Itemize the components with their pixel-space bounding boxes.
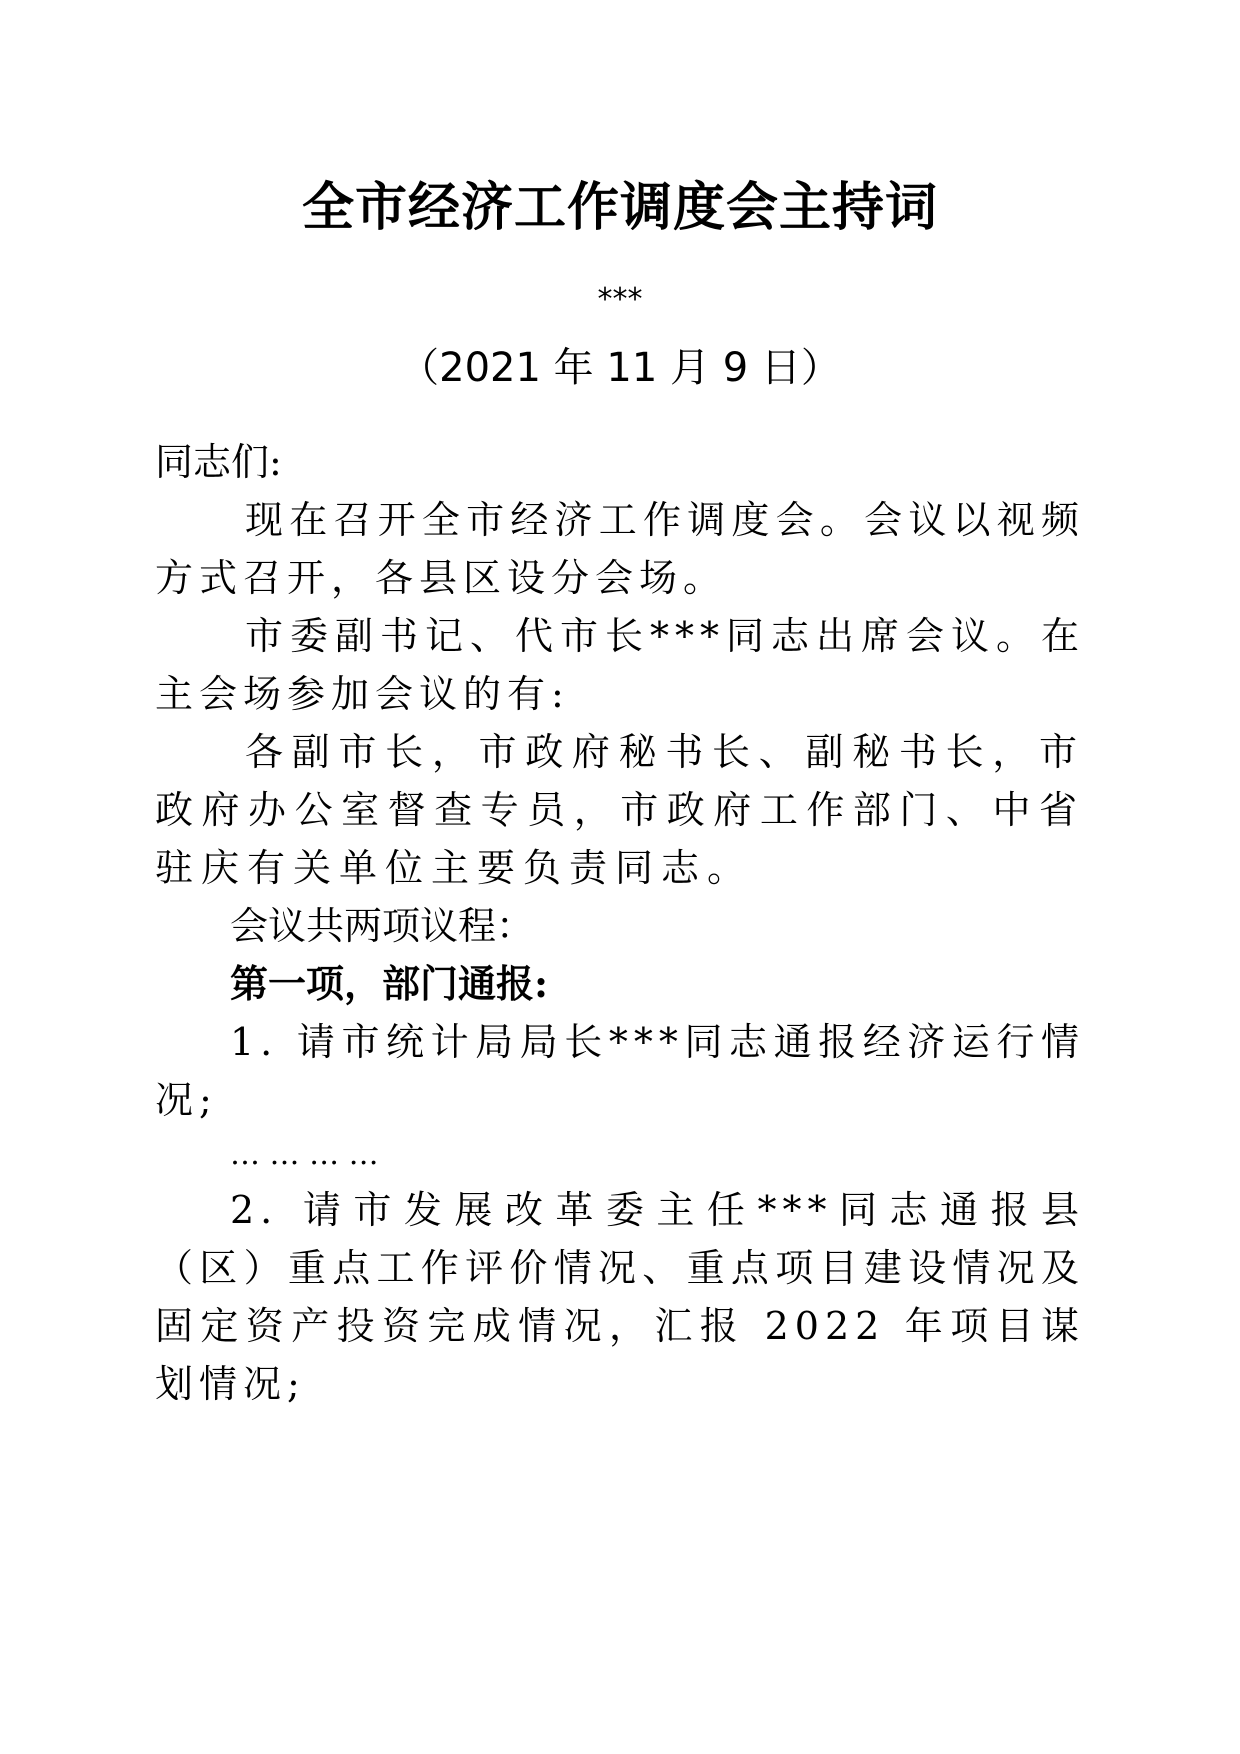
- agenda-item-1: 1. 请市统计局局长***同志通报经济运行情况;: [155, 1020, 1085, 1122]
- meeting-date: （2021 年 11 月 9 日）: [399, 345, 841, 391]
- agenda-item-2: 2. 请市发展改革委主任***同志通报县（区）重点工作评价情况、重点项目建设情况及固定资产投资完成情况，汇报 2022 年项目谋划情况;: [155, 1188, 1085, 1406]
- paragraph-attendance: 市委副书记、代市长***同志出席会议。在主会场参加会议的有:: [155, 614, 1085, 716]
- agenda-intro: 会议共两项议程：: [230, 904, 535, 948]
- section-one-heading: 第一项，部门通报:: [230, 961, 549, 1006]
- document-body: [155, 433, 1085, 1413]
- paragraph-participants: 各副市长，市政府秘书长、副秘书长，市政府办公室督查专员，市政府工作部门、中省驻庆有关单位主要负责同志。: [155, 730, 1085, 890]
- document-title: 全市经济工作调度会主持词: [301, 177, 938, 238]
- salutation: 同志们:: [155, 440, 282, 484]
- paragraph-opening: 现在召开全市经济工作调度会。会议以视频方式召开，各县区设分会场。: [155, 498, 1085, 600]
- author-line: ***: [597, 282, 643, 317]
- ellipsis: … … … …: [230, 1137, 379, 1172]
